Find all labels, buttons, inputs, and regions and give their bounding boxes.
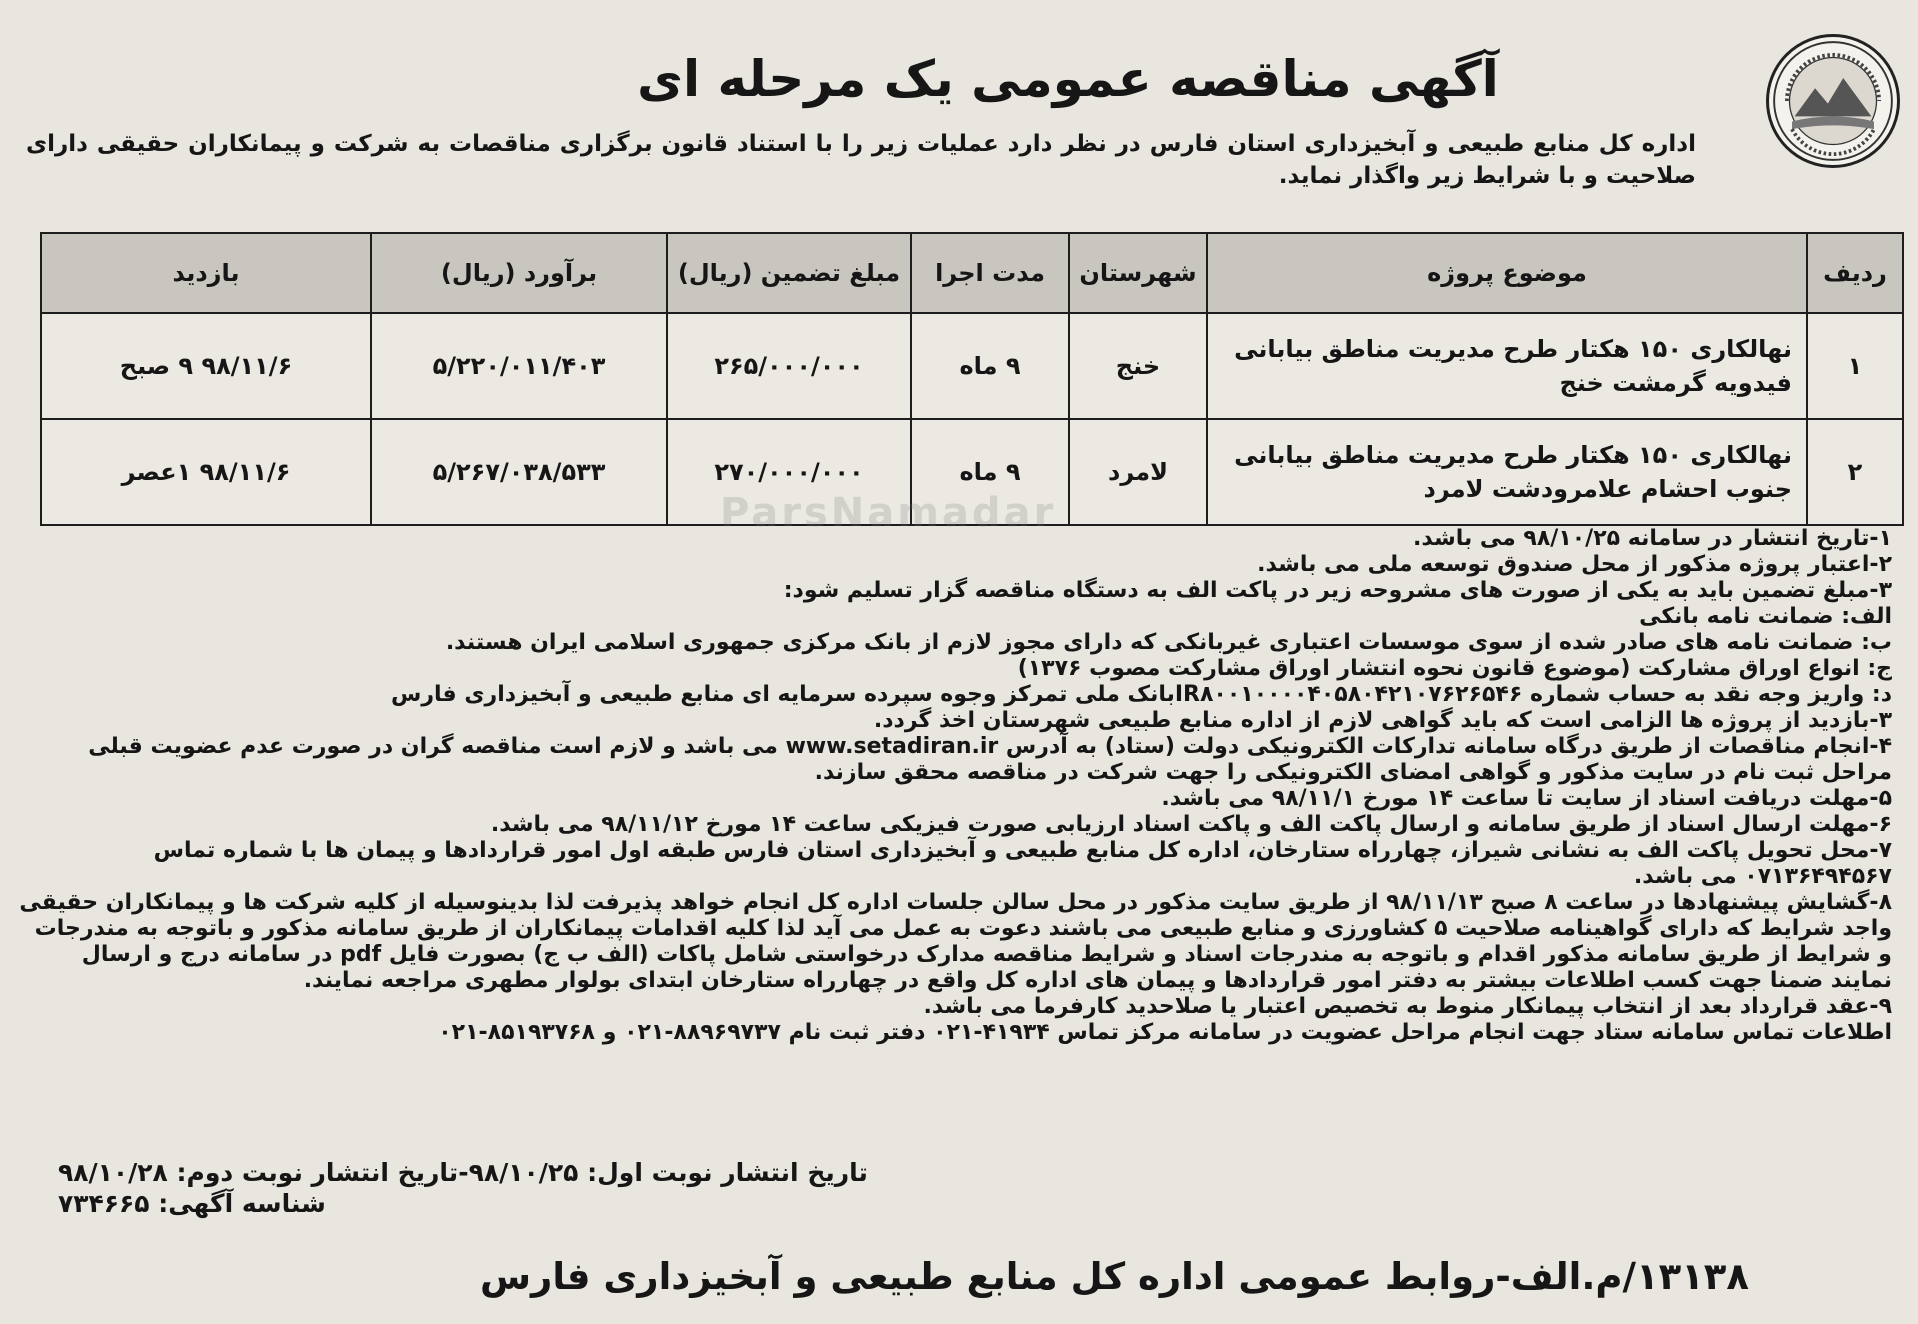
cell-guarantee: ۲۷۰/۰۰۰/۰۰۰ bbox=[667, 419, 911, 525]
header-guarantee: مبلغ تضمین (ریال) bbox=[667, 233, 911, 313]
cell-row-number: ۲ bbox=[1807, 419, 1903, 525]
cell-estimate: ۵/۲۶۷/۰۳۸/۵۳۳ bbox=[371, 419, 667, 525]
cell-visit: ۹۸/۱۱/۶ ۹ صبح bbox=[41, 313, 371, 419]
cell-city: خنج bbox=[1069, 313, 1207, 419]
table-row bbox=[41, 313, 1903, 419]
condition-item: ۸-گشایش پیشنهادها در ساعت ۸ صبح ۹۸/۱۱/۱۳ از طریق سایت مذکور در محل سالن جلسات اداره کل انجام خواهد پذیرفت لذا بدینوسیله از کلیه شرکت ها و پیمانکاران حقیقی واجد شرایط که دارای گواهینامه صلاحیت ۵ کشاورزی و منابع طبیعی می باشند دعوت به عمل می آید لذا کلیه اقدامات پیمانکاران از طریق سامانه مذکور و باتوجه به مندرجات و شرایط از طریق سامانه مذکور اقدام و باتوجه به مندرجات اسناد و شرایط مناقصه مدارک درخواستی شامل پاکات (الف ب ج) بصورت فایل pdf در سامانه درج و ارسال نمایند ضمنا جهت کسب اطلاعات بیشتر به دفتر امور قراردادها و پیمان های اداره کل واقع در چهارراه ستارخان ابتدای بولوار مطهری مراجعه نمایند. bbox=[19, 890, 1892, 993]
contact-info: اطلاعات تماس سامانه ستاد جهت انجام مراحل عضویت در سامانه مرکز تماس ۴۱۹۳۴-۰۲۱ دفتر ثبت نام ۸۸۹۶۹۷۳۷-۰۲۱ و ۸۵۱۹۳۷۶۸-۰۲۱ bbox=[438, 1020, 1892, 1045]
header-row-number: ردیف bbox=[1807, 233, 1903, 313]
header-duration: مدت اجرا bbox=[911, 233, 1069, 313]
cell-visit: ۹۸/۱۱/۶ ۱عصر bbox=[41, 419, 371, 525]
condition-item: د: واریز وجه نقد به حساب شماره IR۸۰۰۱۰۰۰۰۴۰۵۸۰۴۲۱۰۷۶۲۶۵۴۶بانک ملی تمرکز وجوه سپرده سرمایه ای منابع طبیعی و آبخیزداری فارس bbox=[391, 682, 1892, 707]
watermark-text: ParsNamadar bbox=[720, 490, 1057, 536]
condition-item: ۴-انجام مناقصات از طریق درگاه سامانه تدارکات الکترونیکی دولت (ستاد) به آدرس www.setadiran.ir می باشد و لازم است مناقصه گران در صورت عدم عضویت قبلی مراحل ثبت نام در سایت مذکور و گواهی امضای الکترونیکی را جهت شرکت در مناقصه محقق سازند. bbox=[88, 734, 1892, 785]
ad-id: شناسه آگهی: ۷۳۴۶۶۵ bbox=[58, 1189, 326, 1218]
cell-guarantee: ۲۶۵/۰۰۰/۰۰۰ bbox=[667, 313, 911, 419]
cell-duration: ۹ ماه bbox=[911, 419, 1069, 525]
cell-city: لامرد bbox=[1069, 419, 1207, 525]
page-title: آگهی مناقصه عمومی یک مرحله ای bbox=[637, 50, 1499, 108]
cell-estimate: ۵/۲۲۰/۰۱۱/۴۰۳ bbox=[371, 313, 667, 419]
projects-table bbox=[40, 232, 1904, 526]
condition-item: ۵-مهلت دریافت اسناد از سایت تا ساعت ۱۴ مورخ ۹۸/۱۱/۱ می باشد. bbox=[1161, 786, 1892, 811]
header-visit: بازدید bbox=[41, 233, 371, 313]
publication-dates: تاریخ انتشار نوبت اول: ۹۸/۱۰/۲۵-تاریخ انتشار نوبت دوم: ۹۸/۱۰/۲۸ bbox=[58, 1158, 868, 1187]
condition-item: ۷-محل تحویل پاکت الف به نشانی شیراز، چهارراه ستارخان، اداره کل منابع طبیعی و آبخیزداری استان فارس طبقه اول امور قراردادها و پیمان ها با شماره تماس ۰۷۱۳۶۴۹۴۵۶۷ می باشد. bbox=[153, 838, 1892, 889]
header-subject: موضوع پروژه bbox=[1207, 233, 1807, 313]
cell-subject: نهالکاری ۱۵۰ هکتار طرح مدیریت مناطق بیابانی فیدویه گرمشت خنج bbox=[1207, 313, 1807, 419]
header-estimate: برآورد (ریال) bbox=[371, 233, 667, 313]
condition-item: ۳-بازدید از پروژه ها الزامی است که باید گواهی لازم از اداره منابع طبیعی شهرستان اخذ گردد. bbox=[873, 708, 1892, 733]
condition-item: ج: انواع اوراق مشارکت (موضوع قانون نحوه انتشار اوراق مشارکت مصوب ۱۳۷۶) bbox=[1017, 656, 1892, 681]
footer-signature: ۱۳۱۳۸/م.الف-روابط عمومی اداره کل منابع طبیعی و آبخیزداری فارس bbox=[480, 1255, 1749, 1298]
organization-logo bbox=[1766, 34, 1900, 168]
intro-paragraph: اداره کل منابع طبیعی و آبخیزداری استان فارس در نظر دارد عملیات زیر را با استناد قانون برگزاری مناقصات به شرکت و پیمانکاران حقیقی دارای صلاحیت و با شرایط زیر واگذار نماید. bbox=[26, 131, 1696, 189]
table-header-row bbox=[41, 233, 1903, 313]
condition-item: ۶-مهلت ارسال اسناد از طریق سامانه و ارسال پاکت الف و پاکت اسناد ارزیابی صورت فیزیکی ساعت ۱۴ مورخ ۹۸/۱۱/۱۲ می باشد. bbox=[490, 812, 1892, 837]
condition-item: ۳-مبلغ تضمین باید به یکی از صورت های مشروحه زیر در پاکت الف به دستگاه مناقصه گزار تسلیم شود: bbox=[783, 578, 1892, 603]
cell-duration: ۹ ماه bbox=[911, 313, 1069, 419]
conditions-list bbox=[16, 526, 1892, 1046]
condition-item: ب: ضمانت نامه های صادر شده از سوی موسسات اعتباری غیربانکی که دارای مجوز لازم از بانک مرکزی جمهوری اسلامی ایران هستند. bbox=[445, 630, 1892, 655]
mountain-seal-icon bbox=[1769, 37, 1897, 165]
cell-subject: نهالکاری ۱۵۰ هکتار طرح مدیریت مناطق بیابانی جنوب احشام علامرودشت لامرد bbox=[1207, 419, 1807, 525]
cell-row-number: ۱ bbox=[1807, 313, 1903, 419]
header-city: شهرستان bbox=[1069, 233, 1207, 313]
condition-item: ۲-اعتبار پروژه مذکور از محل صندوق توسعه ملی می باشد. bbox=[1257, 552, 1892, 577]
condition-item: الف: ضمانت نامه بانکی bbox=[1639, 604, 1892, 629]
condition-item: ۱-تاریخ انتشار در سامانه ۹۸/۱۰/۲۵ می باشد. bbox=[1413, 526, 1892, 551]
condition-item: ۹-عقد قرارداد بعد از انتخاب پیمانکار منوط به تخصیص اعتبار یا صلاحدید کارفرما می باشد. bbox=[923, 994, 1892, 1019]
publication-info bbox=[58, 1157, 958, 1219]
